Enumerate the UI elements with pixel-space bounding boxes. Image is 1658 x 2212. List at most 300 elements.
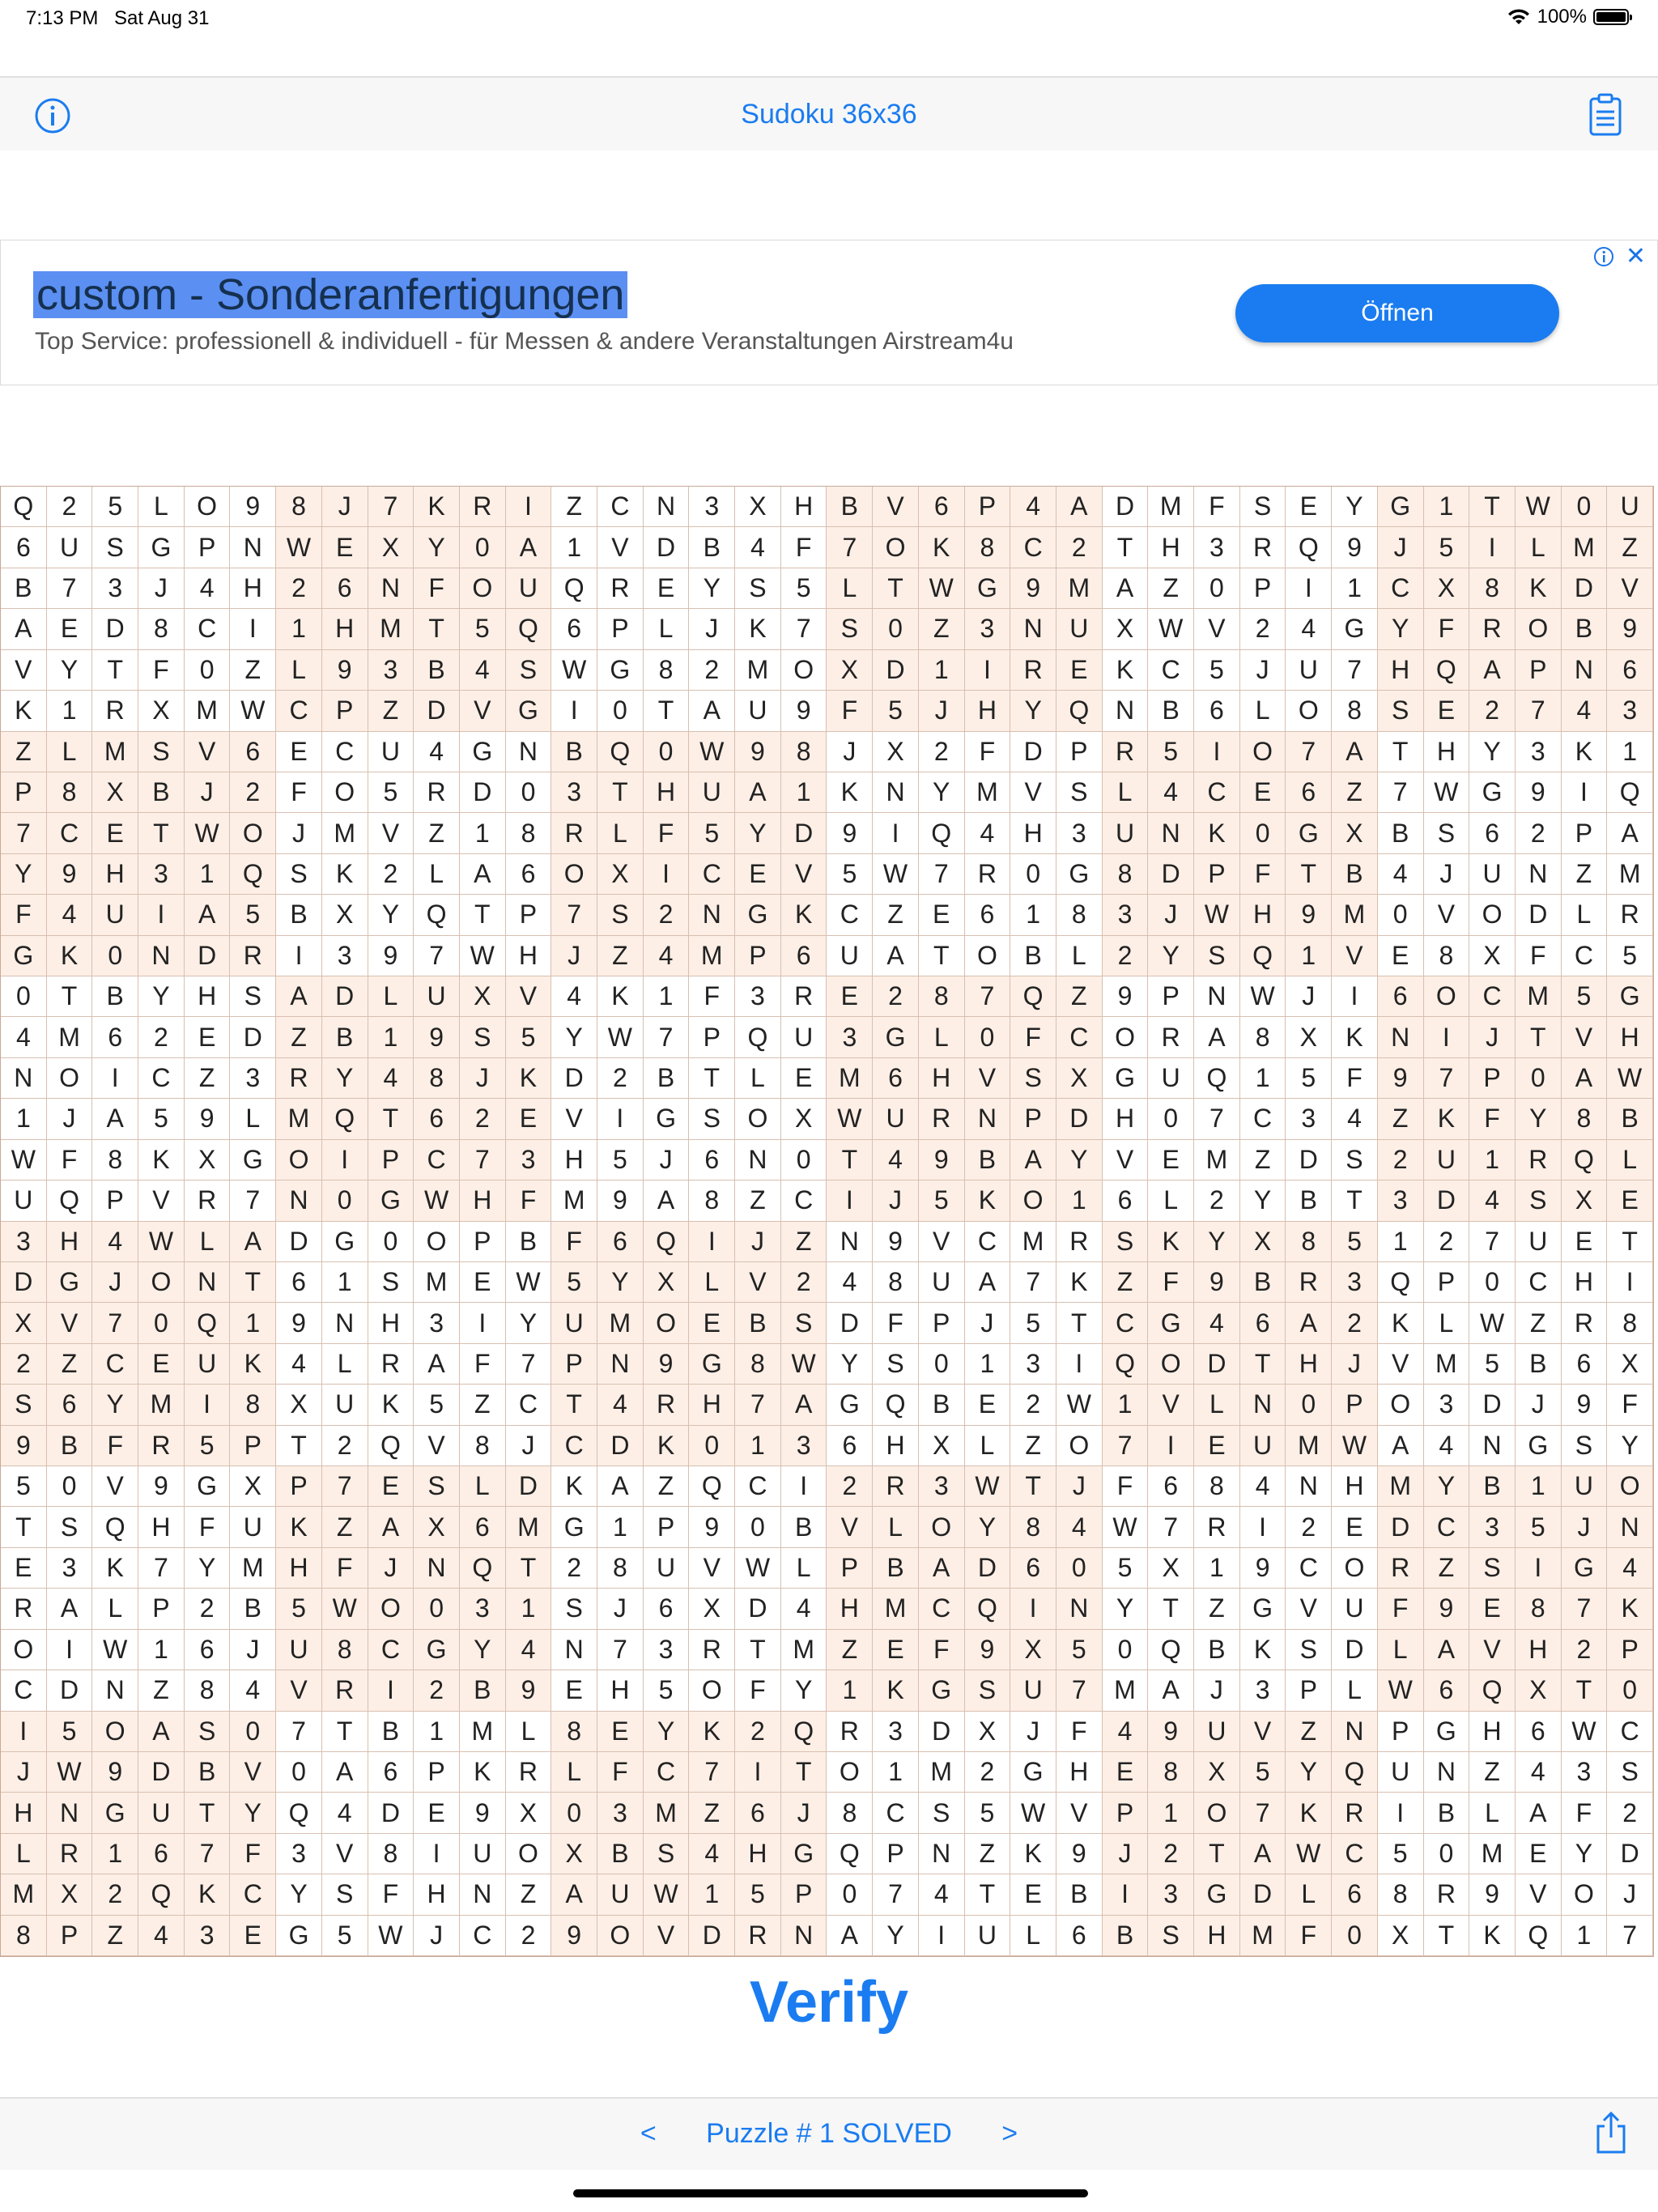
grid-cell[interactable]: S (1607, 1752, 1653, 1793)
grid-cell[interactable]: V (47, 1303, 93, 1343)
grid-cell[interactable]: 1 (781, 772, 827, 813)
grid-cell[interactable]: 6 (368, 1752, 414, 1793)
grid-cell[interactable]: B (1516, 1344, 1562, 1385)
grid-cell[interactable]: C (1010, 527, 1056, 568)
grid-cell[interactable]: E (414, 1793, 460, 1833)
grid-cell[interactable]: 2 (1516, 813, 1562, 853)
grid-cell[interactable]: Z (92, 1916, 138, 1956)
grid-cell[interactable]: H (1378, 650, 1424, 691)
grid-cell[interactable]: 5 (1378, 1834, 1424, 1874)
grid-cell[interactable]: 3 (1010, 1344, 1056, 1385)
grid-cell[interactable]: Q (1103, 1344, 1149, 1385)
grid-cell[interactable]: O (1148, 1344, 1194, 1385)
grid-cell[interactable]: C (322, 732, 368, 772)
grid-cell[interactable]: 6 (597, 1222, 644, 1262)
grid-cell[interactable]: 7 (1332, 650, 1378, 691)
grid-cell[interactable]: 8 (919, 976, 965, 1017)
grid-cell[interactable]: Y (185, 1548, 231, 1589)
grid-cell[interactable]: S (1378, 691, 1424, 731)
grid-cell[interactable]: 1 (1562, 1916, 1608, 1956)
grid-cell[interactable]: C (1378, 568, 1424, 609)
grid-cell[interactable]: W (965, 1466, 1011, 1507)
grid-cell[interactable]: 8 (1194, 1466, 1240, 1507)
grid-cell[interactable]: P (138, 1589, 185, 1629)
grid-cell[interactable]: 4 (689, 1834, 735, 1874)
grid-cell[interactable]: M (781, 1630, 827, 1670)
grid-cell[interactable]: 8 (414, 1058, 460, 1099)
grid-cell[interactable]: A (138, 1712, 185, 1752)
grid-cell[interactable]: P (1286, 1670, 1332, 1711)
grid-cell[interactable]: Z (597, 936, 644, 976)
grid-cell[interactable]: M (138, 1385, 185, 1425)
clipboard-icon[interactable] (1587, 92, 1624, 138)
grid-cell[interactable]: N (689, 895, 735, 935)
grid-cell[interactable]: C (47, 813, 93, 853)
grid-cell[interactable]: U (1332, 1589, 1378, 1629)
grid-cell[interactable]: 7 (230, 1180, 276, 1221)
grid-cell[interactable]: 2 (1010, 1385, 1056, 1425)
grid-cell[interactable]: P (597, 609, 644, 649)
grid-cell[interactable]: Z (1103, 1262, 1149, 1303)
grid-cell[interactable]: 7 (689, 1752, 735, 1793)
grid-cell[interactable]: R (322, 1670, 368, 1711)
grid-cell[interactable]: I (1194, 732, 1240, 772)
grid-cell[interactable]: H (414, 1874, 460, 1915)
grid-cell[interactable]: P (1424, 1262, 1470, 1303)
grid-cell[interactable]: F (551, 1222, 597, 1262)
grid-cell[interactable]: L (1424, 1303, 1470, 1343)
grid-cell[interactable]: 0 (1194, 568, 1240, 609)
grid-cell[interactable]: 8 (460, 1426, 506, 1466)
grid-cell[interactable]: M (1056, 568, 1103, 609)
grid-cell[interactable]: 3 (781, 1426, 827, 1466)
grid-cell[interactable]: F (1469, 1099, 1516, 1139)
grid-cell[interactable]: 7 (597, 1630, 644, 1670)
grid-cell[interactable]: 5 (735, 1874, 781, 1915)
grid-cell[interactable]: 7 (92, 1303, 138, 1343)
grid-cell[interactable]: R (1562, 1303, 1608, 1343)
grid-cell[interactable]: B (1148, 691, 1194, 731)
grid-cell[interactable]: 3 (1056, 813, 1103, 853)
grid-cell[interactable]: 0 (1424, 1834, 1470, 1874)
grid-cell[interactable]: M (47, 1017, 93, 1057)
grid-cell[interactable]: J (230, 1630, 276, 1670)
grid-cell[interactable]: N (735, 1140, 781, 1180)
grid-cell[interactable]: V (1332, 936, 1378, 976)
grid-cell[interactable]: T (322, 1712, 368, 1752)
grid-cell[interactable]: U (1010, 1670, 1056, 1711)
grid-cell[interactable]: V (138, 1180, 185, 1221)
grid-cell[interactable]: Z (689, 1793, 735, 1833)
grid-cell[interactable]: Q (1286, 527, 1332, 568)
grid-cell[interactable]: P (551, 1344, 597, 1385)
grid-cell[interactable]: A (1424, 1630, 1470, 1670)
grid-cell[interactable]: T (1562, 1670, 1608, 1711)
grid-cell[interactable]: O (689, 1670, 735, 1711)
grid-cell[interactable]: L (1516, 527, 1562, 568)
grid-cell[interactable]: Q (1562, 1140, 1608, 1180)
grid-cell[interactable]: R (1469, 609, 1516, 649)
grid-cell[interactable]: F (597, 1752, 644, 1793)
grid-cell[interactable]: 3 (47, 1548, 93, 1589)
grid-cell[interactable]: A (551, 1874, 597, 1915)
grid-cell[interactable]: N (185, 1262, 231, 1303)
grid-cell[interactable]: I (185, 1385, 231, 1425)
grid-cell[interactable]: 6 (689, 1140, 735, 1180)
grid-cell[interactable]: B (827, 487, 873, 527)
grid-cell[interactable]: 7 (322, 1466, 368, 1507)
grid-cell[interactable]: W (1148, 609, 1194, 649)
grid-cell[interactable]: I (506, 487, 552, 527)
grid-cell[interactable]: K (873, 1670, 919, 1711)
grid-cell[interactable]: H (322, 609, 368, 649)
grid-cell[interactable]: 0 (138, 1303, 185, 1343)
grid-cell[interactable]: Z (1194, 1589, 1240, 1629)
grid-cell[interactable]: W (1607, 1058, 1653, 1099)
grid-cell[interactable]: C (1148, 650, 1194, 691)
grid-cell[interactable]: U (1469, 854, 1516, 895)
grid-cell[interactable]: V (1103, 1140, 1149, 1180)
grid-cell[interactable]: A (414, 1344, 460, 1385)
grid-cell[interactable]: X (1010, 1630, 1056, 1670)
grid-cell[interactable]: 9 (276, 1303, 322, 1343)
grid-cell[interactable]: Z (1010, 1426, 1056, 1466)
grid-cell[interactable]: E (1607, 1180, 1653, 1221)
grid-cell[interactable]: Q (414, 895, 460, 935)
grid-cell[interactable]: 4 (460, 650, 506, 691)
grid-cell[interactable]: C (1056, 1017, 1103, 1057)
grid-cell[interactable]: Z (781, 1222, 827, 1262)
grid-cell[interactable]: 4 (597, 1385, 644, 1425)
grid-cell[interactable]: 4 (230, 1670, 276, 1711)
grid-cell[interactable]: V (506, 976, 552, 1017)
grid-cell[interactable]: C (551, 1426, 597, 1466)
grid-cell[interactable]: A (644, 1180, 690, 1221)
grid-cell[interactable]: Y (1240, 1180, 1286, 1221)
grid-cell[interactable]: E (276, 732, 322, 772)
grid-cell[interactable]: L (92, 1589, 138, 1629)
grid-cell[interactable]: I (1562, 772, 1608, 813)
grid-cell[interactable]: 3 (827, 1017, 873, 1057)
grid-cell[interactable]: J (1240, 650, 1286, 691)
grid-cell[interactable]: A (1378, 1426, 1424, 1466)
grid-cell[interactable]: 8 (230, 1385, 276, 1425)
grid-cell[interactable]: Q (1607, 772, 1653, 813)
grid-cell[interactable]: A (689, 691, 735, 731)
grid-cell[interactable]: 4 (1103, 1712, 1149, 1752)
grid-cell[interactable]: 5 (1562, 976, 1608, 1017)
ad-title[interactable]: custom - Sonderanfertigungen (33, 271, 627, 318)
grid-cell[interactable]: K (1, 691, 47, 731)
grid-cell[interactable]: J (1469, 1017, 1516, 1057)
grid-cell[interactable]: V (597, 527, 644, 568)
grid-cell[interactable]: D (414, 691, 460, 731)
grid-cell[interactable]: X (597, 854, 644, 895)
grid-cell[interactable]: K (1286, 1793, 1332, 1833)
grid-cell[interactable]: S (827, 609, 873, 649)
grid-cell[interactable]: D (644, 527, 690, 568)
grid-cell[interactable]: 0 (735, 1507, 781, 1547)
grid-cell[interactable]: X (689, 1589, 735, 1629)
grid-cell[interactable]: T (460, 895, 506, 935)
grid-cell[interactable]: 8 (735, 1344, 781, 1385)
grid-cell[interactable]: P (185, 527, 231, 568)
grid-cell[interactable]: N (1194, 976, 1240, 1017)
grid-cell[interactable]: 3 (1562, 1752, 1608, 1793)
grid-cell[interactable]: L (322, 1344, 368, 1385)
grid-cell[interactable]: 6 (230, 732, 276, 772)
grid-cell[interactable]: E (644, 568, 690, 609)
grid-cell[interactable]: V (1286, 1589, 1332, 1629)
grid-cell[interactable]: O (47, 1058, 93, 1099)
grid-cell[interactable]: K (368, 1385, 414, 1425)
grid-cell[interactable]: F (827, 691, 873, 731)
grid-cell[interactable]: Y (1286, 1752, 1332, 1793)
grid-cell[interactable]: B (506, 1222, 552, 1262)
grid-cell[interactable]: Z (47, 1344, 93, 1385)
grid-cell[interactable]: 4 (1424, 1426, 1470, 1466)
grid-cell[interactable]: G (322, 1222, 368, 1262)
grid-cell[interactable]: 3 (92, 568, 138, 609)
grid-cell[interactable]: 5 (276, 1589, 322, 1629)
grid-cell[interactable]: K (460, 1752, 506, 1793)
grid-cell[interactable]: 1 (1469, 1140, 1516, 1180)
grid-cell[interactable]: U (414, 976, 460, 1017)
grid-cell[interactable]: 7 (1424, 1058, 1470, 1099)
grid-cell[interactable]: F (1103, 1466, 1149, 1507)
grid-cell[interactable]: Y (276, 1874, 322, 1915)
grid-cell[interactable]: C (230, 1874, 276, 1915)
grid-cell[interactable]: D (1378, 1507, 1424, 1547)
grid-cell[interactable]: H (1469, 1712, 1516, 1752)
grid-cell[interactable]: Z (1516, 1303, 1562, 1343)
grid-cell[interactable]: Z (735, 1180, 781, 1221)
grid-cell[interactable]: U (965, 1916, 1011, 1956)
grid-cell[interactable]: 6 (1056, 1916, 1103, 1956)
grid-cell[interactable]: 5 (322, 1916, 368, 1956)
grid-cell[interactable]: 4 (1469, 1180, 1516, 1221)
grid-cell[interactable]: 4 (1378, 854, 1424, 895)
grid-cell[interactable]: Q (1148, 1630, 1194, 1670)
grid-cell[interactable]: X (1607, 1344, 1653, 1385)
grid-cell[interactable]: 3 (230, 1058, 276, 1099)
grid-cell[interactable]: 8 (551, 1712, 597, 1752)
grid-cell[interactable]: B (1286, 1180, 1332, 1221)
grid-cell[interactable]: D (230, 1017, 276, 1057)
grid-cell[interactable]: Q (322, 1099, 368, 1139)
grid-cell[interactable]: M (230, 1548, 276, 1589)
grid-cell[interactable]: X (322, 895, 368, 935)
grid-cell[interactable]: 3 (1424, 1385, 1470, 1425)
grid-cell[interactable]: G (368, 1180, 414, 1221)
grid-cell[interactable]: S (138, 732, 185, 772)
grid-cell[interactable]: 4 (368, 1058, 414, 1099)
grid-cell[interactable]: P (230, 1426, 276, 1466)
grid-cell[interactable]: L (1286, 1874, 1332, 1915)
grid-cell[interactable]: V (1056, 1793, 1103, 1833)
grid-cell[interactable]: P (1378, 1712, 1424, 1752)
grid-cell[interactable]: 6 (1332, 1874, 1378, 1915)
grid-cell[interactable]: Z (230, 650, 276, 691)
grid-cell[interactable]: 9 (92, 1752, 138, 1793)
grid-cell[interactable]: 3 (919, 1466, 965, 1507)
grid-cell[interactable]: T (1469, 487, 1516, 527)
grid-cell[interactable]: J (965, 1303, 1011, 1343)
grid-cell[interactable]: 4 (1010, 487, 1056, 527)
grid-cell[interactable]: E (1469, 1589, 1516, 1629)
grid-cell[interactable]: D (1056, 1099, 1103, 1139)
grid-cell[interactable]: B (689, 527, 735, 568)
grid-cell[interactable]: 8 (368, 1834, 414, 1874)
grid-cell[interactable]: O (368, 1589, 414, 1629)
grid-cell[interactable]: V (1562, 1017, 1608, 1057)
grid-cell[interactable]: Y (506, 1303, 552, 1343)
grid-cell[interactable]: Y (1103, 1589, 1149, 1629)
grid-cell[interactable]: M (644, 1793, 690, 1833)
grid-cell[interactable]: 5 (185, 1426, 231, 1466)
grid-cell[interactable]: D (185, 936, 231, 976)
grid-cell[interactable]: S (689, 1099, 735, 1139)
grid-cell[interactable]: N (230, 527, 276, 568)
grid-cell[interactable]: 4 (1607, 1548, 1653, 1589)
grid-cell[interactable]: R (873, 1466, 919, 1507)
grid-cell[interactable]: 8 (185, 1670, 231, 1711)
grid-cell[interactable]: 0 (322, 1180, 368, 1221)
grid-cell[interactable]: M (506, 1507, 552, 1547)
grid-cell[interactable]: D (781, 813, 827, 853)
grid-cell[interactable]: D (1, 1262, 47, 1303)
grid-cell[interactable]: W (1056, 1385, 1103, 1425)
grid-cell[interactable]: V (414, 1426, 460, 1466)
grid-cell[interactable]: 9 (185, 1099, 231, 1139)
grid-cell[interactable]: T (414, 609, 460, 649)
grid-cell[interactable]: N (1056, 1589, 1103, 1629)
grid-cell[interactable]: G (1056, 854, 1103, 895)
grid-cell[interactable]: F (781, 527, 827, 568)
grid-cell[interactable]: B (1103, 1916, 1149, 1956)
grid-cell[interactable]: 6 (185, 1630, 231, 1670)
grid-cell[interactable]: O (1469, 895, 1516, 935)
grid-cell[interactable]: O (551, 854, 597, 895)
grid-cell[interactable]: G (1103, 1058, 1149, 1099)
grid-cell[interactable]: Q (1, 487, 47, 527)
grid-cell[interactable]: C (506, 1385, 552, 1425)
grid-cell[interactable]: 1 (92, 1834, 138, 1874)
grid-cell[interactable]: S (1056, 772, 1103, 813)
grid-cell[interactable]: 4 (185, 568, 231, 609)
grid-cell[interactable]: U (1607, 487, 1653, 527)
grid-cell[interactable]: G (230, 1140, 276, 1180)
grid-cell[interactable]: 9 (551, 1916, 597, 1956)
grid-cell[interactable]: I (827, 1180, 873, 1221)
grid-cell[interactable]: 2 (644, 895, 690, 935)
grid-cell[interactable]: E (1010, 1874, 1056, 1915)
grid-cell[interactable]: Y (1469, 732, 1516, 772)
grid-cell[interactable]: Y (965, 1507, 1011, 1547)
grid-cell[interactable]: E (322, 527, 368, 568)
grid-cell[interactable]: R (1286, 1262, 1332, 1303)
grid-cell[interactable]: X (368, 527, 414, 568)
grid-cell[interactable]: W (781, 1344, 827, 1385)
grid-cell[interactable]: G (597, 650, 644, 691)
grid-cell[interactable]: K (551, 1466, 597, 1507)
grid-cell[interactable]: K (1010, 1834, 1056, 1874)
grid-cell[interactable]: 6 (1148, 1466, 1194, 1507)
grid-cell[interactable]: 3 (1103, 895, 1149, 935)
grid-cell[interactable]: D (1516, 895, 1562, 935)
grid-cell[interactable]: 8 (644, 650, 690, 691)
grid-cell[interactable]: Z (1607, 527, 1653, 568)
grid-cell[interactable]: S (644, 1834, 690, 1874)
grid-cell[interactable]: F (506, 1180, 552, 1221)
grid-cell[interactable]: A (781, 1385, 827, 1425)
grid-cell[interactable]: W (735, 1548, 781, 1589)
grid-cell[interactable]: J (414, 1916, 460, 1956)
grid-cell[interactable]: E (1148, 1140, 1194, 1180)
grid-cell[interactable]: Z (460, 1385, 506, 1425)
grid-cell[interactable]: L (1103, 772, 1149, 813)
grid-cell[interactable]: 7 (460, 1140, 506, 1180)
grid-cell[interactable]: I (1378, 1793, 1424, 1833)
grid-cell[interactable]: G (1378, 487, 1424, 527)
grid-cell[interactable]: S (873, 1344, 919, 1385)
grid-cell[interactable]: K (138, 1140, 185, 1180)
grid-cell[interactable]: W (1424, 772, 1470, 813)
grid-cell[interactable]: U (1378, 1752, 1424, 1793)
grid-cell[interactable]: N (827, 1222, 873, 1262)
grid-cell[interactable]: 9 (735, 732, 781, 772)
grid-cell[interactable]: L (965, 1426, 1011, 1466)
ad-banner[interactable] (0, 240, 1658, 385)
grid-cell[interactable]: Y (735, 813, 781, 853)
grid-cell[interactable]: 2 (1424, 1222, 1470, 1262)
grid-cell[interactable]: P (735, 936, 781, 976)
grid-cell[interactable]: 2 (185, 1589, 231, 1629)
grid-cell[interactable]: 3 (138, 854, 185, 895)
grid-cell[interactable]: P (827, 1548, 873, 1589)
grid-cell[interactable]: 4 (322, 1793, 368, 1833)
grid-cell[interactable]: H (92, 854, 138, 895)
grid-cell[interactable]: J (1056, 1466, 1103, 1507)
grid-cell[interactable]: L (1240, 691, 1286, 731)
grid-cell[interactable]: 6 (460, 1507, 506, 1547)
grid-cell[interactable]: K (1378, 1303, 1424, 1343)
grid-cell[interactable]: 9 (1562, 1385, 1608, 1425)
grid-cell[interactable]: X (1194, 1752, 1240, 1793)
grid-cell[interactable]: 0 (1469, 1262, 1516, 1303)
grid-cell[interactable]: 8 (689, 1180, 735, 1221)
grid-cell[interactable]: J (919, 691, 965, 731)
grid-cell[interactable]: O (414, 1222, 460, 1262)
grid-cell[interactable]: K (1240, 1630, 1286, 1670)
grid-cell[interactable]: 8 (92, 1140, 138, 1180)
grid-cell[interactable]: A (322, 1752, 368, 1793)
grid-cell[interactable]: R (1056, 1222, 1103, 1262)
grid-cell[interactable]: W (1516, 487, 1562, 527)
grid-cell[interactable]: G (1469, 772, 1516, 813)
grid-cell[interactable]: S (1562, 1426, 1608, 1466)
grid-cell[interactable]: 1 (1516, 1466, 1562, 1507)
grid-cell[interactable]: V (689, 1548, 735, 1589)
grid-cell[interactable]: R (47, 1834, 93, 1874)
grid-cell[interactable]: 9 (1378, 1058, 1424, 1099)
grid-cell[interactable]: U (644, 1548, 690, 1589)
grid-cell[interactable]: 9 (644, 1344, 690, 1385)
grid-cell[interactable]: Y (138, 976, 185, 1017)
grid-cell[interactable]: 1 (873, 1752, 919, 1793)
grid-cell[interactable]: O (1516, 609, 1562, 649)
grid-cell[interactable]: Y (1607, 1426, 1653, 1466)
